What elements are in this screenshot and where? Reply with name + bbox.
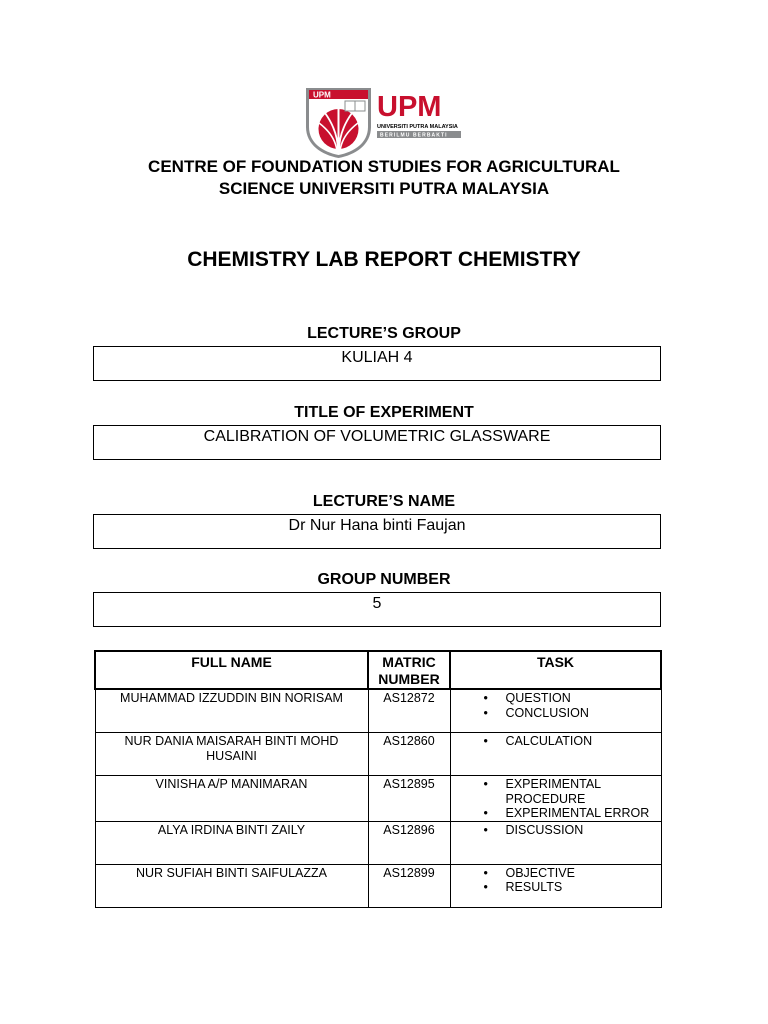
group-number-label: GROUP NUMBER bbox=[317, 571, 451, 588]
group-number-field: 5 bbox=[93, 592, 661, 627]
upm-wordmark: UPM bbox=[377, 91, 442, 123]
organization-line-2: SCIENCE UNIVERSITI PUTRA MALAYSIA bbox=[218, 179, 550, 198]
member-name: VINISHA A/P MANIMARAN bbox=[95, 776, 368, 822]
organization-line-1: CENTRE OF FOUNDATION STUDIES FOR AGRICULTURAL bbox=[148, 157, 620, 176]
lecture-group-label: LECTURE’S GROUP bbox=[307, 325, 461, 342]
member-name: NUR SUFIAH BINTI SAIFULAZZA bbox=[95, 864, 368, 907]
experiment-title-label: TITLE OF EXPERIMENT bbox=[294, 404, 474, 421]
lecture-group-field: KULIAH 4 bbox=[93, 346, 661, 381]
member-tasks bbox=[450, 733, 661, 776]
member-name: ALYA IRDINA BINTI ZAILY bbox=[95, 821, 368, 864]
full-name-header: FULL NAME bbox=[95, 651, 368, 689]
member-matric: AS12896 bbox=[368, 821, 450, 864]
member-tasks bbox=[450, 864, 661, 907]
task-item: • EXPERIMENTAL ERROR bbox=[484, 806, 658, 821]
task-item: • RESULTS bbox=[484, 880, 658, 895]
member-matric: AS12895 bbox=[368, 776, 450, 822]
task-item: • CALCULATION bbox=[484, 734, 658, 749]
university-name: UNIVERSITI PUTRA MALAYSIA bbox=[377, 124, 458, 130]
table-header-row bbox=[95, 651, 661, 689]
member-tasks bbox=[450, 689, 661, 733]
members-table bbox=[94, 650, 662, 908]
crest-text: UPM bbox=[313, 90, 331, 100]
task-item: • DISCUSSION bbox=[484, 823, 658, 838]
task-item: • OBJECTIVE bbox=[484, 866, 658, 881]
task-item: • QUESTION bbox=[484, 691, 658, 706]
lecturer-name-label: LECTURE’S NAME bbox=[312, 493, 456, 510]
member-tasks bbox=[450, 821, 661, 864]
member-matric: AS12872 bbox=[368, 689, 450, 733]
table-row bbox=[95, 733, 661, 776]
experiment-title-field: CALIBRATION OF VOLUMETRIC GLASSWARE bbox=[93, 425, 661, 460]
table-row bbox=[95, 689, 661, 733]
table-row bbox=[95, 776, 661, 822]
matric-number-header: MATRIC NUMBER bbox=[368, 651, 450, 689]
member-matric: AS12860 bbox=[368, 733, 450, 776]
member-name: MUHAMMAD IZZUDDIN BIN NORISAM bbox=[95, 689, 368, 733]
upm-crest-icon bbox=[306, 88, 371, 158]
member-tasks bbox=[450, 776, 661, 822]
table-row bbox=[95, 864, 661, 907]
task-header: TASK bbox=[450, 651, 661, 689]
lecturer-name-field: Dr Nur Hana binti Faujan bbox=[93, 514, 661, 549]
upm-logo bbox=[305, 87, 465, 159]
document-title: CHEMISTRY LAB REPORT CHEMISTRY bbox=[187, 248, 581, 271]
task-item: • EXPERIMENTAL PROCEDURE bbox=[484, 777, 658, 806]
member-matric: AS12899 bbox=[368, 864, 450, 907]
member-name: NUR DANIA MAISARAH BINTI MOHD HUSAINI bbox=[95, 733, 368, 776]
task-item: • CONCLUSION bbox=[484, 706, 658, 721]
table-row bbox=[95, 821, 661, 864]
university-motto: BERILMU BERBAKTI bbox=[380, 132, 448, 139]
